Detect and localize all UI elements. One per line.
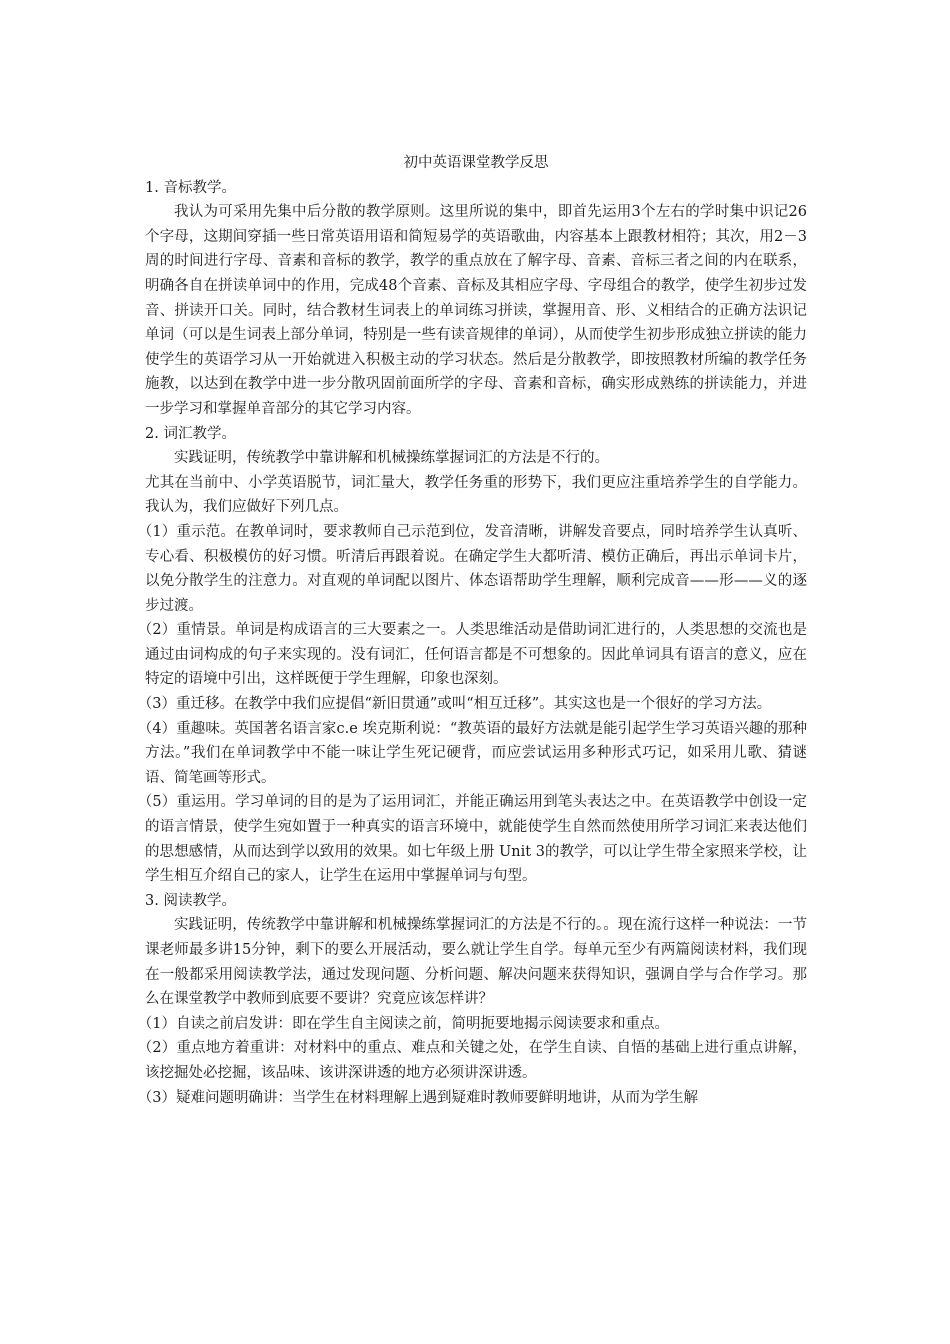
body-paragraph: （3）疑难问题明确讲：当学生在材料理解上遇到疑难时教师要鲜明地讲，从而为学生解 xyxy=(137,1089,698,1106)
body-paragraph: （2）重点地方着重讲：对材料中的重点、难点和关键之处，在学生自读、自悟的基础上进行重点讲解，该挖掘处必挖掘，该品味、该讲深讲透的地方必须讲深讲透。 xyxy=(137,1040,807,1081)
section-heading: 3. 阅读教学。 xyxy=(145,892,236,909)
document-body xyxy=(137,176,807,1111)
body-paragraph: 尤其在当前中、小学英语脱节，词汇量大，教学任务重的形势下，我们更应注重培养学生的自学能力。我认为，我们应做好下列几点。 xyxy=(145,474,807,516)
body-paragraph: （1）重示范。在教单词时，要求教师自己示范到位，发音清晰，讲解发音要点，同时培养学生认真听、专心看、积极模仿的好习惯。听清后再跟着说。在确定学生大都听清、模仿正确后，再出示单词卡片，以免分散学生的注意力。对直观的单词配以图片、体态语帮助学生理解，顺利完成音——形——义的逐步过渡。 xyxy=(137,523,807,614)
body-paragraph: （3）重迁移。在教学中我们应提倡“新旧贯通”或叫“相互迁移”。其实这也是一个很好的学习方法。 xyxy=(137,696,772,713)
section-heading: 1. 音标教学。 xyxy=(145,179,236,196)
body-paragraph: 实践证明，传统教学中靠讲解和机械操练掌握词汇的方法是不行的。。现在流行这样一种说法：一节课老师最多讲15分钟，剩下的要么开展活动，要么就让学生自学。每单元至少有两篇阅读材料，我们现在一般都采用阅读教学法，通过发现问题、分析问题、解决问题来获得知识，强调自学与合作学习。那么在课堂教学中教师到底要不要讲？究竟应该怎样讲？ xyxy=(145,917,807,1008)
body-paragraph: （5）重运用。学习单词的目的是为了运用词汇，并能正确运用到笔头表达之中。在英语教学中创设一定的语言情景，使学生宛如置于一种真实的语言环境中，就能使学生自然而然使用所学习词汇来表达他们的思想感情，从而达到学以致用的效果。如七年级上册 Unit 3的教学，可以让学生带全家照来学校，让学生相互介绍自己的家人，让学生在运用中掌握单词与句型。 xyxy=(137,794,807,885)
document-page xyxy=(137,151,807,1110)
body-paragraph: （2）重情景。单词是构成语言的三大要素之一。人类思维活动是借助词汇进行的，人类思想的交流也是通过由词构成的句子来实现的。没有词汇，任何语言都是不可想象的。因此单词具有语言的意义，应在特定的语境中引出，这样既便于学生理解，印象也深刻。 xyxy=(137,622,807,688)
body-paragraph: （4）重趣味。英国著名语言家c.e 埃克斯利说：“教英语的最好方法就是能引起学生学习英语兴趣的那种方法。”我们在单词教学中不能一味让学生死记硬背，而应尝试运用多种形式巧记，如采用儿歌、猜谜语、简笔画等形式。 xyxy=(137,720,807,786)
body-paragraph: 实践证明，传统教学中靠讲解和机械操练掌握词汇的方法是不行的。 xyxy=(174,450,609,467)
section-heading: 2. 词汇教学。 xyxy=(145,425,236,442)
body-paragraph: （1）自读之前启发讲：即在学生自主阅读之前，简明扼要地揭示阅读要求和重点。 xyxy=(137,1015,669,1032)
document-title: 初中英语课堂教学反思 xyxy=(403,155,549,171)
body-paragraph: 我认为可采用先集中后分散的教学原则。这里所说的集中，即首先运用3个左右的学时集中识记26个字母，这期间穿插一些日常英语用语和简短易学的英语歌曲，内容基本上跟教材相符；其次，用2－3周的时间进行字母、音素和音标的教学，教学的重点放在了解字母、音素、音标三者之间的内在联系，明确各自在拼读单词中的作用，完成48个音素、音标及其相应字母、字母组合的教学，使学生初步过发音、拼读开口关。同时，结合教材生词表上的单词练习拼读，掌握用音、形、义相结合的正确方法识记单词（可以是生词表上部分单词，特别是一些有读音规律的单词），从而使学生初步形成独立拼读的能力使学生的英语学习从一开始就进入积极主动的学习状态。然后是分散教学，即按照教材所编的教学任务施教，以达到在教学中进一步分散巩固前面所学的字母、音素和音标，确实形成熟练的拼读能力，并进一步学习和掌握单音部分的其它学习内容。 xyxy=(145,204,807,417)
